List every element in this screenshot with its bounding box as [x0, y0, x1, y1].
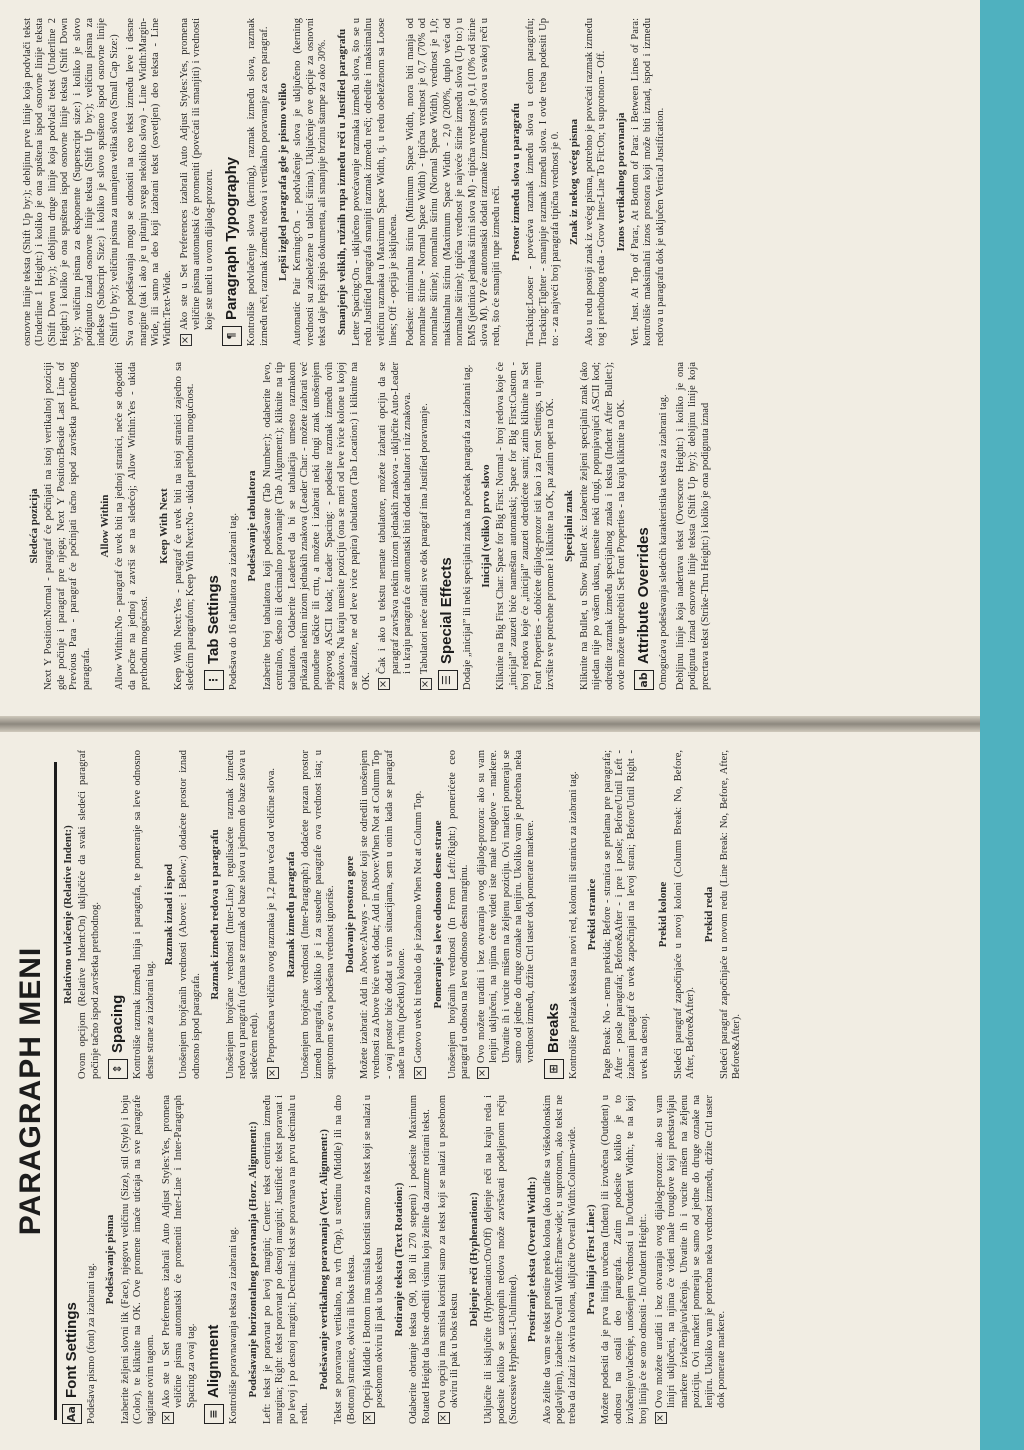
section-heading — [204, 1095, 224, 1424]
note — [654, 1095, 728, 1424]
paragraph: Allow Within:No - paragraf će uvek biti na jednoj stranici, neće se dogoditi da počne na jednoj a završi se na sledećoj; Allow Within:Yes - ukida prethodnu mogućnost. — [114, 362, 151, 690]
section-heading — [544, 750, 564, 1079]
subheading: Prostiranje teksta (Overall Width:) — [526, 1176, 539, 1343]
paragraph: Unošenjem brojčanih vrednosti (In From Left:/Right:) pomerićete ceo paragraf u odnosu na levu odnosno desnu marginu. — [446, 750, 471, 1079]
subheading: Inicijal (veliko) prvo slovo — [479, 464, 492, 588]
subheading: Podešavanje tabulatora — [246, 470, 259, 582]
note-text: Gotovo uvek bi trebalo da je izabrano When Not at Column Top. — [412, 790, 424, 1063]
paragraph: Page Break: No - nema prekida; Before - stranica se prelama pre paragrafa; After - posle paragrafa; Before&After - i pre i posle; Before/Until Left - izabrani paragraf će uvek započinjati na levoj strani; Before/Until Right - uvek na desnoj. — [601, 750, 650, 1079]
section-icon: Aa — [62, 1404, 82, 1424]
paragraph: Letter Spacing:On - uključeno povećavanje razmaka između slova, što se u redu Justified paragrafa smanjiti razmak između reči; odredite i maksimalnu veličinu razmaka u Maximum Space Width, tj. u redu obeleženom sa Loose lines; Off - opcija je isključena. — [350, 18, 400, 346]
left-column-2 — [56, 750, 984, 1079]
paragraph: Left: tekst je poravnat po levoj margini; Center: tekst centriran između margina; Right: tekst poravnat po desnoj margini; Justified: tekst poravnat i po levoj i po desnoj margini; Decimal: tekst se poravnava na prvu decimalu u redu. — [262, 1095, 311, 1424]
background-edge — [980, 0, 1024, 1450]
note-x-icon: × — [162, 1413, 174, 1423]
subheading: Pomeranje sa leve odnosno desne strane — [431, 820, 444, 1009]
section-icon: ⊞ — [544, 1059, 564, 1079]
note-text: Čak i ako u tekstu nemate tabulatore, možete izabrati opciju da se paragraf završava nekim nizom jednakih znakova - uključite Auto-Leader i u kraju paragrafa će automatski biti dodat tabulator i niz znakova. — [377, 362, 414, 674]
section-title: Breaks — [544, 1002, 562, 1053]
subheading: Razmak između paragrafa — [284, 851, 297, 978]
note — [266, 750, 279, 1079]
paragraph: Sva ova podešavanja mogu se odnositi na ceo tekst između leve i desne margine (tak i ako je u pitanju svega nekoliko slova) - Line Width:Margin-Wide, ili samo na deo koji izabrani tekst (osvetljen) deo teksta - Line Width:Text-Wide. — [125, 18, 174, 346]
paragraph: Kontroliše podvlačenje slova (kerning), razmak između slova, razmak između reči, razmak između redova i vertikalno poravnanje za ceo paragraf. — [246, 18, 270, 346]
paragraph: Podešava pismo (font) za izabrani tag. — [86, 1263, 97, 1424]
subheading: Prekid reda — [703, 886, 716, 943]
note-x-icon: × — [476, 1068, 488, 1078]
subheading: Sledeća pozicija — [28, 488, 40, 564]
right-column-1 — [22, 362, 984, 690]
page-title: PARAGRAPH MENI — [14, 762, 57, 1420]
note — [377, 362, 414, 690]
paragraph: Dodaje „inicijal” ili neki specijalni znak na početak paragrafa za izabrani tag. — [461, 364, 473, 690]
left-page — [0, 732, 1024, 1450]
paragraph: Keep With Next:Yes - paragraf će uvek biti na istoj stranici zajedno sa sledećim paragrafom; Keep With Next:No - ukida prethodnu mogućnost. — [173, 362, 197, 690]
note-x-icon: × — [413, 1068, 425, 1078]
section-title: Alignment — [205, 1324, 223, 1398]
paragraph: Podešava do 16 tabulatora za izabrani tag. — [227, 513, 239, 690]
section-icon: ⇕ — [108, 1059, 128, 1079]
subheading: Rotiranje teksta (Text Rotation:) — [392, 1182, 405, 1337]
note — [413, 750, 426, 1079]
note-x-icon: × — [378, 679, 390, 689]
subheading: Prostor između slova u paragrafu — [509, 103, 522, 261]
paragraph: Kliknite na Bullet, u Show Bullet As: izaberite željeni specijalni znak (ako nijedan nije po vašem ukusu, unesite neki drugi, popunjavajući ASCII kod; odredite razmak između specijalnog znaka i teksta (Indent After Bullet:); ovde možete upotrebiti Set Font Properties - na kraju kliknite na OK. — [578, 362, 628, 690]
section-icon: ≡ — [204, 1404, 224, 1424]
note-text: Ovo možete uraditi i bez otvaranja ovog dijalog-prozora: ako su vam lenjiri uključeni, na njima ćete videti iste male trouglove - markere. Uhvatite ih i vucite mišem na željenu poziciju. Ovi markeri pomeraju se samo od jedne do druge oznake na lenjiru. Ukoliko vam je potrebna neka vrednost između, držite Ctrl taster dok pomerate markere. — [475, 750, 537, 1063]
section-heading — [204, 362, 224, 690]
note — [437, 1095, 462, 1424]
note-x-icon: × — [419, 679, 431, 689]
paragraph: Unošenjem brojčane vrednosti (Inter-Line) regulisaćete razmak između redova u paragrafu (računa se razmak od baze slova u jednom do baze slova u sledećem redu). — [224, 750, 261, 1079]
subheading: Keep With Next — [157, 488, 170, 564]
note-x-icon: × — [362, 1413, 374, 1423]
paragraph: Unošenjem brojčanih vrednosti (Above: i Below:) dodaćete prostor iznad odnosno ispod paragrafa. — [178, 750, 202, 1079]
section-heading — [222, 18, 242, 346]
subheading: Prekid kolone — [657, 881, 670, 948]
note-text: Opcija Middle i Bottom ima smisla koristiti samo za tekst koji se nalazi u posebnom okviru ili pak u boks tekstu — [361, 1095, 386, 1408]
note — [476, 750, 538, 1079]
note — [179, 18, 216, 346]
section-heading — [108, 750, 128, 1079]
paragraph: Tracking:Looser - povećava razmak između slova u celom paragrafu; Tracking:Tighter - smanjuje razmak između slova. I ovde treba podesiti Up to: - za najveći broj paragrafa tipična vrednost je 0. — [525, 18, 562, 346]
note-text: Preporučena veličina ovog razmaka je 1,2 puta veća od veličine slova. — [265, 767, 277, 1063]
note-x-icon: × — [437, 1413, 449, 1423]
paragraph: Kliknite na Big First Char: Space for Big First: Normal - broj redova koje će „inicijal” zauzeti biće nameštan automatski; Space for Big First:Custom - broj redova koje će „inicijal” zauzeti odredićete sami; zatim kliknite na Set Font Properties - dobićete dijalog-prozor isti kao i za Font Settings, u njemu izvršite sve potrebne promene i kliknite na OK, pa zatim opet na OK. — [495, 362, 556, 690]
paragraph: Sledeći paragraf započinjaće u novoj koloni (Column Break: No, Before, After, Before&After). — [672, 750, 697, 1079]
subheading: Podešavanje vertikalnog poravnanja (Vert. Alignment:) — [317, 1129, 330, 1390]
paragraph: Tekst se poravnava vertikalno, na vrh (Top), u sredinu (Middle) ili na dno (Bottom) stranice, okvira ili boks teksta. — [333, 1095, 357, 1424]
subheading: Podešavanje horizontalnog poravnanja (Horz. Alignment:) — [246, 1121, 259, 1398]
right-column-2 — [22, 18, 984, 346]
paragraph: Možete podesiti da je prva linija uvučena (Indent) ili izvučena (Outdent) u odnosu na ostali deo paragrafa. Zatim podesite koliko je to izvlačenje/uvlačenje, unošenjem vrednosti u In/Outdent Width:, te na koji broj linija će se ono odnositi - In/Outdent Height:. — [600, 1095, 649, 1424]
section-title: Paragraph Typography — [222, 156, 240, 320]
paragraph: Automatic Pair Kerning:On - podvlačenje slova je uključeno (kerning vrednosti su zabeležene u tablici širina). Uključenje ove opcije za osnovni tekst daje lepši ispis dokumenta, ali smanjuje brzinu štampe za oko 30%. — [292, 18, 329, 346]
paragraph: Vert. Just. At Top of Para:, At Bottom of Para: i Between Lines of Para: kontroliše maksimalni iznos prostora koji može biti iznad, ispod i između redova u paragrafu dok je uključen Vertical Justification. — [630, 18, 666, 346]
paragraph: Omogućava podešavanja sledećih karakteristika teksta za izabrani tag. — [658, 394, 670, 690]
section-title: Spacing — [109, 994, 127, 1053]
section-heading — [62, 1095, 82, 1424]
binding-gutter — [0, 716, 1024, 732]
note-x-icon: × — [266, 1068, 278, 1078]
subheading: Dodavanje prostora gore — [343, 856, 356, 973]
section-icon: ab — [634, 670, 654, 690]
paragraph: Debljinu linije koja nadertava tekst (Overscore Height:) i koliko je ona podignuta iznad osnovne linije teksta (Shift Up by:); debljinu linije koja precrtava tekst (Strike-Thru Height:) i koliko je ona podignuta iznad — [674, 362, 711, 690]
paragraph: Unošenjem brojčane vrednosti (Inter-Paragraph:) dodaćete prazan prostor između paragrafa, ukoliko je i za susedne paragrafe ova vrednost ista; u suprotnom se ova podešena vrednost ignoriše. — [300, 750, 337, 1079]
left-column-1 — [56, 1095, 984, 1424]
paragraph: Odaberite obrtanje teksta (90, 180 ili 270 stepeni) i podesite Maximum Rotated Height da biste odredili visinu koju želite da zauzme rotirani tekst. — [408, 1095, 432, 1424]
right-page — [0, 0, 1024, 716]
note-text: Ovo možete uraditi i bez otvaranja ovog dijalog-prozora: ako su vam linijri uključeni, na njima će videti male trouglove koji predstavljaju markere izvlačenja/uvlačenja. Uhvatite ih i vucite mišem na željenu poziciju. Ovi markeri pomeraju se samo od jedne do druge oznake na lenjiru. Ukoliko vam je potrebna neka vrednost između, držite Ctrl taster dok pomerate markere. — [654, 1095, 728, 1408]
section-title: Tab Settings — [204, 575, 222, 664]
subheading: Podešavanje pisma — [104, 1214, 117, 1305]
note — [161, 1095, 198, 1424]
subheading: Relativno uvlačenje (Relative Indent:) — [62, 825, 74, 1004]
subheading: Prva linija (First Line:) — [585, 1204, 597, 1315]
note-x-icon: × — [655, 1413, 667, 1423]
section-heading — [438, 362, 458, 690]
subheading: Smanjenje velikih, ružnih rupa između reči u Justified paragrafu — [335, 28, 348, 336]
section-title: Font Settings — [62, 1302, 80, 1398]
subheading: Razmak iznad i ispod — [163, 863, 176, 966]
subheading: Lepši izgled paragrafa gde je pismo veliko — [276, 83, 289, 281]
section-icon: ☰ — [438, 670, 458, 690]
section-title: Special Effects — [438, 557, 456, 664]
section-icon: ⋮ — [204, 670, 224, 690]
note-x-icon: × — [179, 335, 191, 345]
paragraph: Izaberite željeni slovni lik (Face), njegovu veličinu (Size), stil (Style) i boju (Color), te kliknite na OK. Ove promene imaće uticaja na sve paragrafe tagirane ovim tagom. — [119, 1095, 156, 1424]
paragraph: Sledeći paragraf započinjaće u novom redu (Line Break: No, Before, After, Before&After). — [718, 750, 743, 1079]
paragraph: Podesite: minimalnu širinu (Minimum Space Width, mora biti manja od normalne širine - Normal Space Width) - tipična vrednost je 0,7 (70% od normalne širine); normalnu širinu (Normal Space Width), vrednost je 1,0; maksimalnu širinu (Maximum Space Width - 2,0 (200%, duplo veća od normalne širine); tipična vrednost je najveće širine između slova (Up to:) u EMS (jedinica jednaka širini slova M) - tipična vrednost je 0,1 (10% od širine slova M). VP će automatski dodati razmake između svih slova u svakoj reči u redu, što će smanjiti rupe između reči. — [404, 18, 503, 346]
paragraph: Uključite ili isključite (Hyphenation:On/Off) deljenje reči na kraju reda i podesite koliko se uzastopnih redova može završavati podeljenom rečju (Successive Hyphens:1-Unlimited). — [483, 1095, 519, 1424]
paragraph: osnovne linije teksta (Shift Up by:); debljinu prve linije koja podvlači tekst (Underline 1 Height:) i koliko je ona spuštena ispod osnovne linije teksta (Shift Down by:); debljinu druge linije koja podvlači tekst (Underline 2 Height:) i koliko je ona spuštena ispod osnovne linije teksta (Shift Down by:); veličinu pisma za eksponente (Superscript size:) i koliko je slovo podignuto iznad osnovne linije teksta (Shift Up by:); veličinu pisma za indekse (Subscript Size:) i koliko je slovo spušteno ispod osnovne linije (Shift Up by:); veličinu pisma za umanjena velika slova (Small Cap Size:) — [22, 18, 120, 346]
note-text: Tabulatori neće raditi sve dok paragraf ima Justified poravnanje. — [418, 403, 430, 674]
subheading: Deljenje reči (Hyphenation:) — [467, 1192, 480, 1327]
subheading: Allow Within — [99, 494, 112, 558]
note-text: Ovu opciju ima smisla koristiti samo za tekst koji se nalazi u posebnom okviru ili pak u boks tekstu — [436, 1095, 461, 1408]
subheading: Specijalni znak — [563, 490, 576, 562]
paragraph: Možete izabrati: Add in Above:Always - prostor koji ste odredili unošenjem vrednosti za Above biće uvek dodat; Add in Above:When Not at Column Top - ovaj prostor biće dodat u svim situacijama, sem u onim kada se paragraf nađe na vrhu (početku) kolone. — [358, 750, 408, 1079]
paragraph: Ako želite da vam se tekst prostire preko kolona (ako radite sa višekolonskim poglavljem), izaberite Overall Width:Frame-wide; u suprotnom, ako tekst ne treba da izlazi iz okvira kolona, uključite Overall Width:Column-wide. — [541, 1095, 578, 1424]
note — [419, 362, 432, 690]
paragraph: Kontroliše prelazak teksta na novi red, kolonu ili stranicu za izabrani tag. — [567, 771, 579, 1079]
paragraph: Ako u redu postoji znak iz većeg pisma, potrebno je povećati razmak između tog i prethodnog reda - Grow Inter-Line To Fit:On; u suprotnom - Off. — [583, 18, 608, 346]
paragraph: Kontroliše razmak između linija i paragrafa, te pomeranje sa leve odnosno desne strane za izabrani tag. — [132, 750, 156, 1079]
subheading: Iznos vertikalnog poravnanja — [614, 112, 627, 252]
paragraph: Kontroliše poravnavanja teksta za izabrani tag. — [228, 1226, 240, 1424]
subheading: Prekid stranice — [586, 878, 599, 951]
section-heading — [634, 362, 654, 690]
subheading: Razmak između redova u paragrafu — [209, 829, 222, 1000]
section-icon: ¶ — [222, 326, 242, 346]
note-text: Ako ste u Set Preferences izabrali Auto Adjust Styles:Yes, promena veličine pisma automatski će promeniti Inter-Line i Inter-Paragraph Spacing za ovaj tag. — [161, 1095, 197, 1408]
paragraph: Ovom opcijom (Relative Indent:On) uključiće da svaki sledeći paragraf počinje tačno ispod završetka prethodnog. — [77, 750, 101, 1079]
paragraph: Izaberite broj tabulatora koji podešavate (Tab Number:); odaberite levo, centralno, desno ili decimalno poravnanje (Tab Alignment:); kliknite na tip tabulatora. Odaberite Leadered da bi se tabulacija umesto razmakom prikazala nekim nizom jednakih znakova (Leader Char: - možete izabrati već ponuđene tačkice ili crtu, a možete i izabrati neki drugi znak unošenjem njegovog ASCII koda; Leader Spacing: - podesite razmak između ovih znakova. Na kraju unesite poziciju (ona se meri od leve ivice kolone u kojoj se nalazite, ne od leve ivice papira) tabulatora (Tab Location:) i kliknite na OK. — [261, 362, 372, 690]
subheading: Znak iz nekog većeg pisma — [568, 119, 581, 245]
paragraph: Next Y Position:Normal - paragraf će počinjati na istoj vertikalnoj poziciji gde počinje i paragraf pre njega; Next Y Position:Beside Last Line of Previous Para - paragraf će počinjati tačno ispod završetka prethodnog paragrafa. — [43, 362, 92, 690]
note — [362, 1095, 387, 1424]
note-text: Ako ste u Set Preferences izabrali Auto Adjust Styles:Yes, promena veličine pisma automatski će promeniti (povećati ili smanjiti) i vrednosti koje ste uneli u ovom dijalog-prozoru. — [178, 18, 215, 330]
section-title: Attribute Overrides — [635, 527, 653, 664]
